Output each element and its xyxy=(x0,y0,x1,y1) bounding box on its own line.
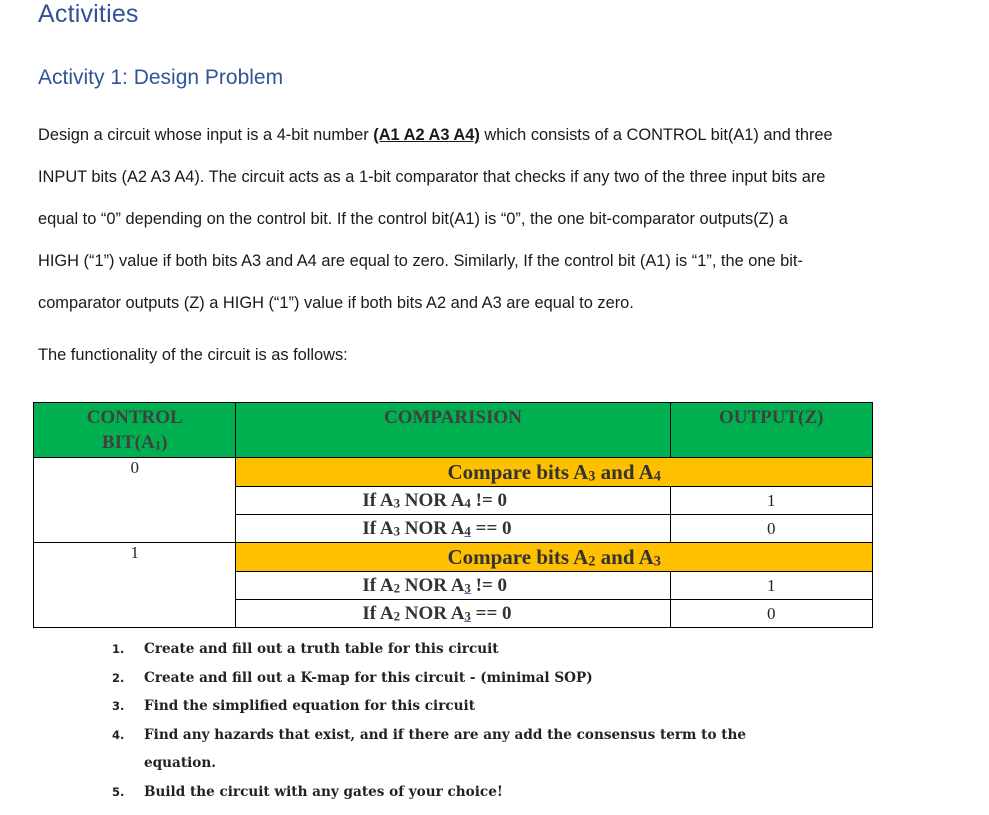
task-list xyxy=(112,635,784,807)
control-value-cell: 0 xyxy=(34,458,236,543)
output-cell: 1 xyxy=(670,572,872,600)
description-line-3: equal to “0” depending on the control bit. If the control bit(A1) is “0”, the one bit-comparator outputs(Z) a xyxy=(38,210,788,228)
functionality-table xyxy=(33,402,873,628)
table-row xyxy=(34,458,873,487)
description-line-2: INPUT bits (A2 A3 A4). The circuit acts as a 1-bit comparator that checks if any two of the three input bits are xyxy=(38,168,826,186)
activity-title: Activity 1: Design Problem xyxy=(38,66,284,89)
condition-cell: If $A_2$ NOR $A_3$ != 0 xyxy=(236,572,670,600)
list-item: 3. Find the simplified equation for this circuit xyxy=(112,698,475,715)
table-header-row xyxy=(34,403,873,458)
list-item: 5. Build the circuit with any gates of your choice! xyxy=(112,783,503,800)
output-cell: 0 xyxy=(670,515,872,543)
table-intro: The functionality of the circuit is as follows: xyxy=(38,346,348,364)
group-title: Compare bits $A_2$ and $A_3$ xyxy=(236,543,873,572)
list-item: 1. Create and fill out a truth table for this circuit xyxy=(112,641,499,657)
description-line-1: Design a circuit whose input is a 4-bit number (A1 A2 A3 A4) which consists of a CONTROL bit(A1) and three xyxy=(38,126,833,144)
description-line-5: comparator outputs (Z) a HIGH (“1”) value if both bits A2 and A3 are equal to zero. xyxy=(38,294,634,312)
header-output: OUTPUT(Z) xyxy=(670,403,872,458)
list-item: 4. Find any hazards that exist, and if there are any add the consensus term to the equation. xyxy=(112,726,747,772)
description-line-4: HIGH (“1”) value if both bits A3 and A4 are equal to zero. Similarly, If the control bit (A1) is “1”, the one bit- xyxy=(38,252,803,270)
problem-description xyxy=(38,114,968,324)
header-comparison: COMPARISION xyxy=(236,403,670,458)
input-bits-highlight: (A1 A2 A3 A4) xyxy=(373,126,480,144)
header-control: CONTROL $BIT(A_1)$ xyxy=(34,403,236,458)
output-cell: 0 xyxy=(670,600,872,628)
control-value-cell: 1 xyxy=(34,543,236,628)
group-title: Compare bits $A_3$ and $A_4$ xyxy=(236,458,873,487)
table-row xyxy=(34,543,873,572)
output-cell: 1 xyxy=(670,487,872,515)
page-heading: Activities xyxy=(38,0,139,28)
list-item: 2. Create and fill out a K-map for this circuit - (minimal SOP) xyxy=(112,669,593,686)
condition-cell: If $A_3$ NOR $A_4$ != 0 xyxy=(236,487,670,515)
condition-cell: If $A_3$ NOR $A_4 == 0$ xyxy=(236,515,670,543)
condition-cell: If $A_2$ NOR $A_3 == 0$ xyxy=(236,600,670,628)
